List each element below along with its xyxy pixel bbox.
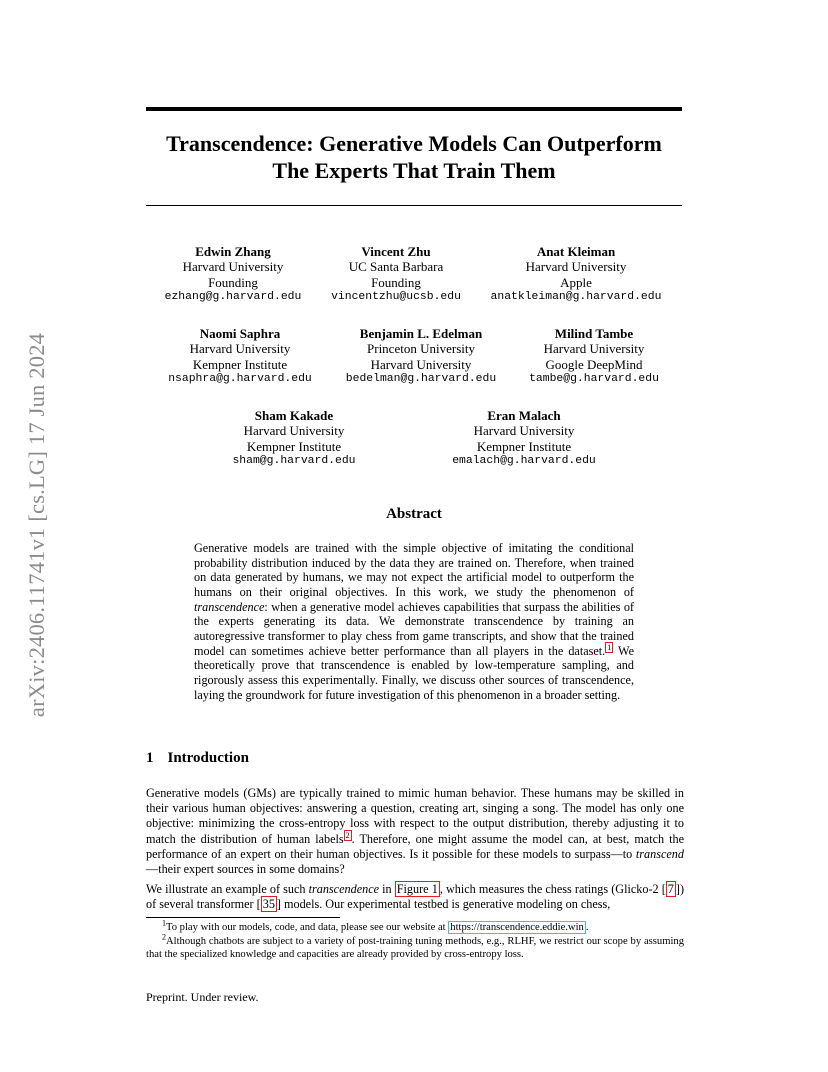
author-affiliation: Princeton University: [367, 341, 475, 357]
author-affiliation: Harvard University: [525, 259, 627, 275]
footnote-text: .: [585, 922, 589, 933]
footnote-marker-link[interactable]: 2: [345, 830, 350, 840]
author-name: Naomi Saphra: [199, 326, 281, 341]
author-name: Milind Tambe: [554, 326, 634, 341]
paragraph-text: Generative models (GMs) are typically trained to mimic human behavior. These humans may be skilled in their various human objectives: answering a question, creating art, singing a song. The model has only one objective: minimizing the cross-entropy loss with respect to the output distribution, thereby adjusting it to match the distribution of human labels: [146, 786, 684, 846]
author-email[interactable]: anatkleiman@g.harvard.edu: [490, 290, 662, 303]
author-email[interactable]: bedelman@g.harvard.edu: [345, 372, 497, 385]
abstract-text: [194, 541, 634, 702]
author-name: Vincent Zhu: [361, 244, 431, 259]
author-email[interactable]: vincentzhu@ucsb.edu: [331, 290, 461, 303]
author-block: [321, 326, 521, 387]
footnote-mark: 2: [162, 932, 166, 942]
author-affiliation: Harvard University: [243, 423, 345, 439]
paragraph-text: ] models. Our experimental testbed is generative modeling on chess,: [276, 897, 611, 912]
author-email[interactable]: sham@g.harvard.edu: [232, 454, 356, 467]
footnote: [146, 932, 684, 962]
section-title: Introduction: [167, 750, 249, 766]
paragraph-text: We illustrate an example of such: [146, 882, 309, 896]
website-link[interactable]: https://transcendence.eddie.win: [450, 922, 584, 933]
author-block: [424, 408, 624, 469]
abstract-heading: Abstract: [386, 506, 442, 522]
author-affiliation: Kempner Institute: [192, 356, 288, 372]
author-block: [476, 244, 676, 305]
footnote-mark: 1: [162, 918, 166, 928]
author-affiliation: Harvard University: [182, 259, 284, 275]
author-email[interactable]: emalach@g.harvard.edu: [452, 454, 596, 467]
intro-paragraph: [146, 882, 684, 912]
abstract-part: : when a generative model achieves capabilities that surpass the abilities of the experts generating its data. We demonstrate transcendence by training an autoregressive transformer to play chess from game transcripts, and show that the trained model can sometimes achieve better performance than all players in the dataset.: [194, 599, 634, 658]
author-affiliation: Founding: [208, 274, 258, 290]
author-name: Anat Kleiman: [536, 244, 616, 259]
author-block: [494, 326, 694, 387]
footnote-marker-link[interactable]: 1: [607, 642, 612, 652]
author-name: Benjamin L. Edelman: [359, 326, 483, 341]
title-rule-top: [146, 107, 682, 111]
paragraph-text: —their expert sources in some domains?: [146, 862, 345, 877]
author-affiliation: Kempner Institute: [246, 438, 342, 454]
author-name: Sham Kakade: [254, 408, 334, 423]
author-block: [194, 408, 394, 469]
author-block: [140, 326, 340, 387]
author-affiliation: Harvard University: [189, 341, 291, 357]
author-affiliation: Harvard University: [543, 341, 645, 357]
author-email[interactable]: ezhang@g.harvard.edu: [164, 290, 302, 303]
paper-title: [146, 130, 682, 184]
citation-link[interactable]: 35: [262, 897, 275, 912]
footnote: [146, 918, 684, 935]
paragraph-text: in: [379, 882, 395, 896]
citation-link[interactable]: 7: [667, 882, 674, 896]
figure-reference-link[interactable]: Figure 1: [396, 882, 438, 896]
footnote-text: Although chatbots are subject to a variety of post-training tuning methods, e.g., RLHF, we restrict our scope by assuming that the specialized knowledge and capacities are already provided by cross-entropy loss.: [146, 935, 684, 961]
footnotes: [146, 918, 684, 962]
section-heading: [146, 750, 249, 767]
author-affiliation: Founding: [371, 274, 421, 290]
author-name: Edwin Zhang: [195, 244, 271, 259]
section-number: 1: [146, 750, 154, 766]
paragraph-emphasis: transcend: [635, 846, 684, 861]
author-affiliation: Apple: [560, 274, 592, 290]
author-block: [296, 244, 496, 305]
author-email[interactable]: nsaphra@g.harvard.edu: [168, 372, 312, 385]
paragraph-text: . Therefore, one might assume the model can, at best, match the performance of an expert on their human objectives. Is it possible for these models to surpass—to: [146, 831, 684, 861]
footnote-rule: [146, 917, 340, 918]
title-line-2: The Experts That Train Them: [272, 158, 556, 183]
author-affiliation: Google DeepMind: [545, 356, 643, 372]
author-email[interactable]: tambe@g.harvard.edu: [529, 372, 659, 385]
title-line-1: Transcendence: Generative Models Can Outperform: [166, 131, 662, 156]
author-affiliation: UC Santa Barbara: [348, 259, 444, 275]
title-rule-bottom: [146, 205, 682, 206]
author-affiliation: Harvard University: [370, 356, 472, 372]
footnote-text: To play with our models, code, and data, please see our website at: [166, 922, 449, 933]
abstract-part: We theoretically prove that transcendence is enabled by low-temperature sampling, and rigorously assess this experimentally. Finally, we discuss other sources of transcendence, laying the groundwork for future investigation of this phenomenon in a broader setting.: [194, 643, 634, 702]
author-name: Eran Malach: [487, 408, 561, 423]
author-affiliation: Kempner Institute: [476, 438, 572, 454]
paragraph-emphasis: transcendence: [308, 882, 380, 896]
intro-paragraph: [146, 786, 684, 877]
paragraph-text: ]) of several transformer [: [146, 882, 685, 912]
preprint-note: Preprint. Under review.: [146, 990, 259, 1004]
arxiv-stamp-text: arXiv:2406.11741v1 [cs.LG] 17 Jun 2024: [24, 332, 50, 718]
abstract-emphasis: transcendence: [194, 599, 265, 614]
paragraph-text: , which measures the chess ratings (Glicko-2 [: [439, 882, 666, 896]
arxiv-identifier-stamp: [22, 290, 52, 760]
abstract-part: Generative models are trained with the simple objective of imitating the conditional probability distribution induced by the data they are trained on. Therefore, when trained on data generated by humans, we may not expect the artificial model to outperform the humans on their original objectives. In this work, we study the phenomenon of: [194, 541, 634, 599]
author-affiliation: Harvard University: [473, 423, 575, 439]
